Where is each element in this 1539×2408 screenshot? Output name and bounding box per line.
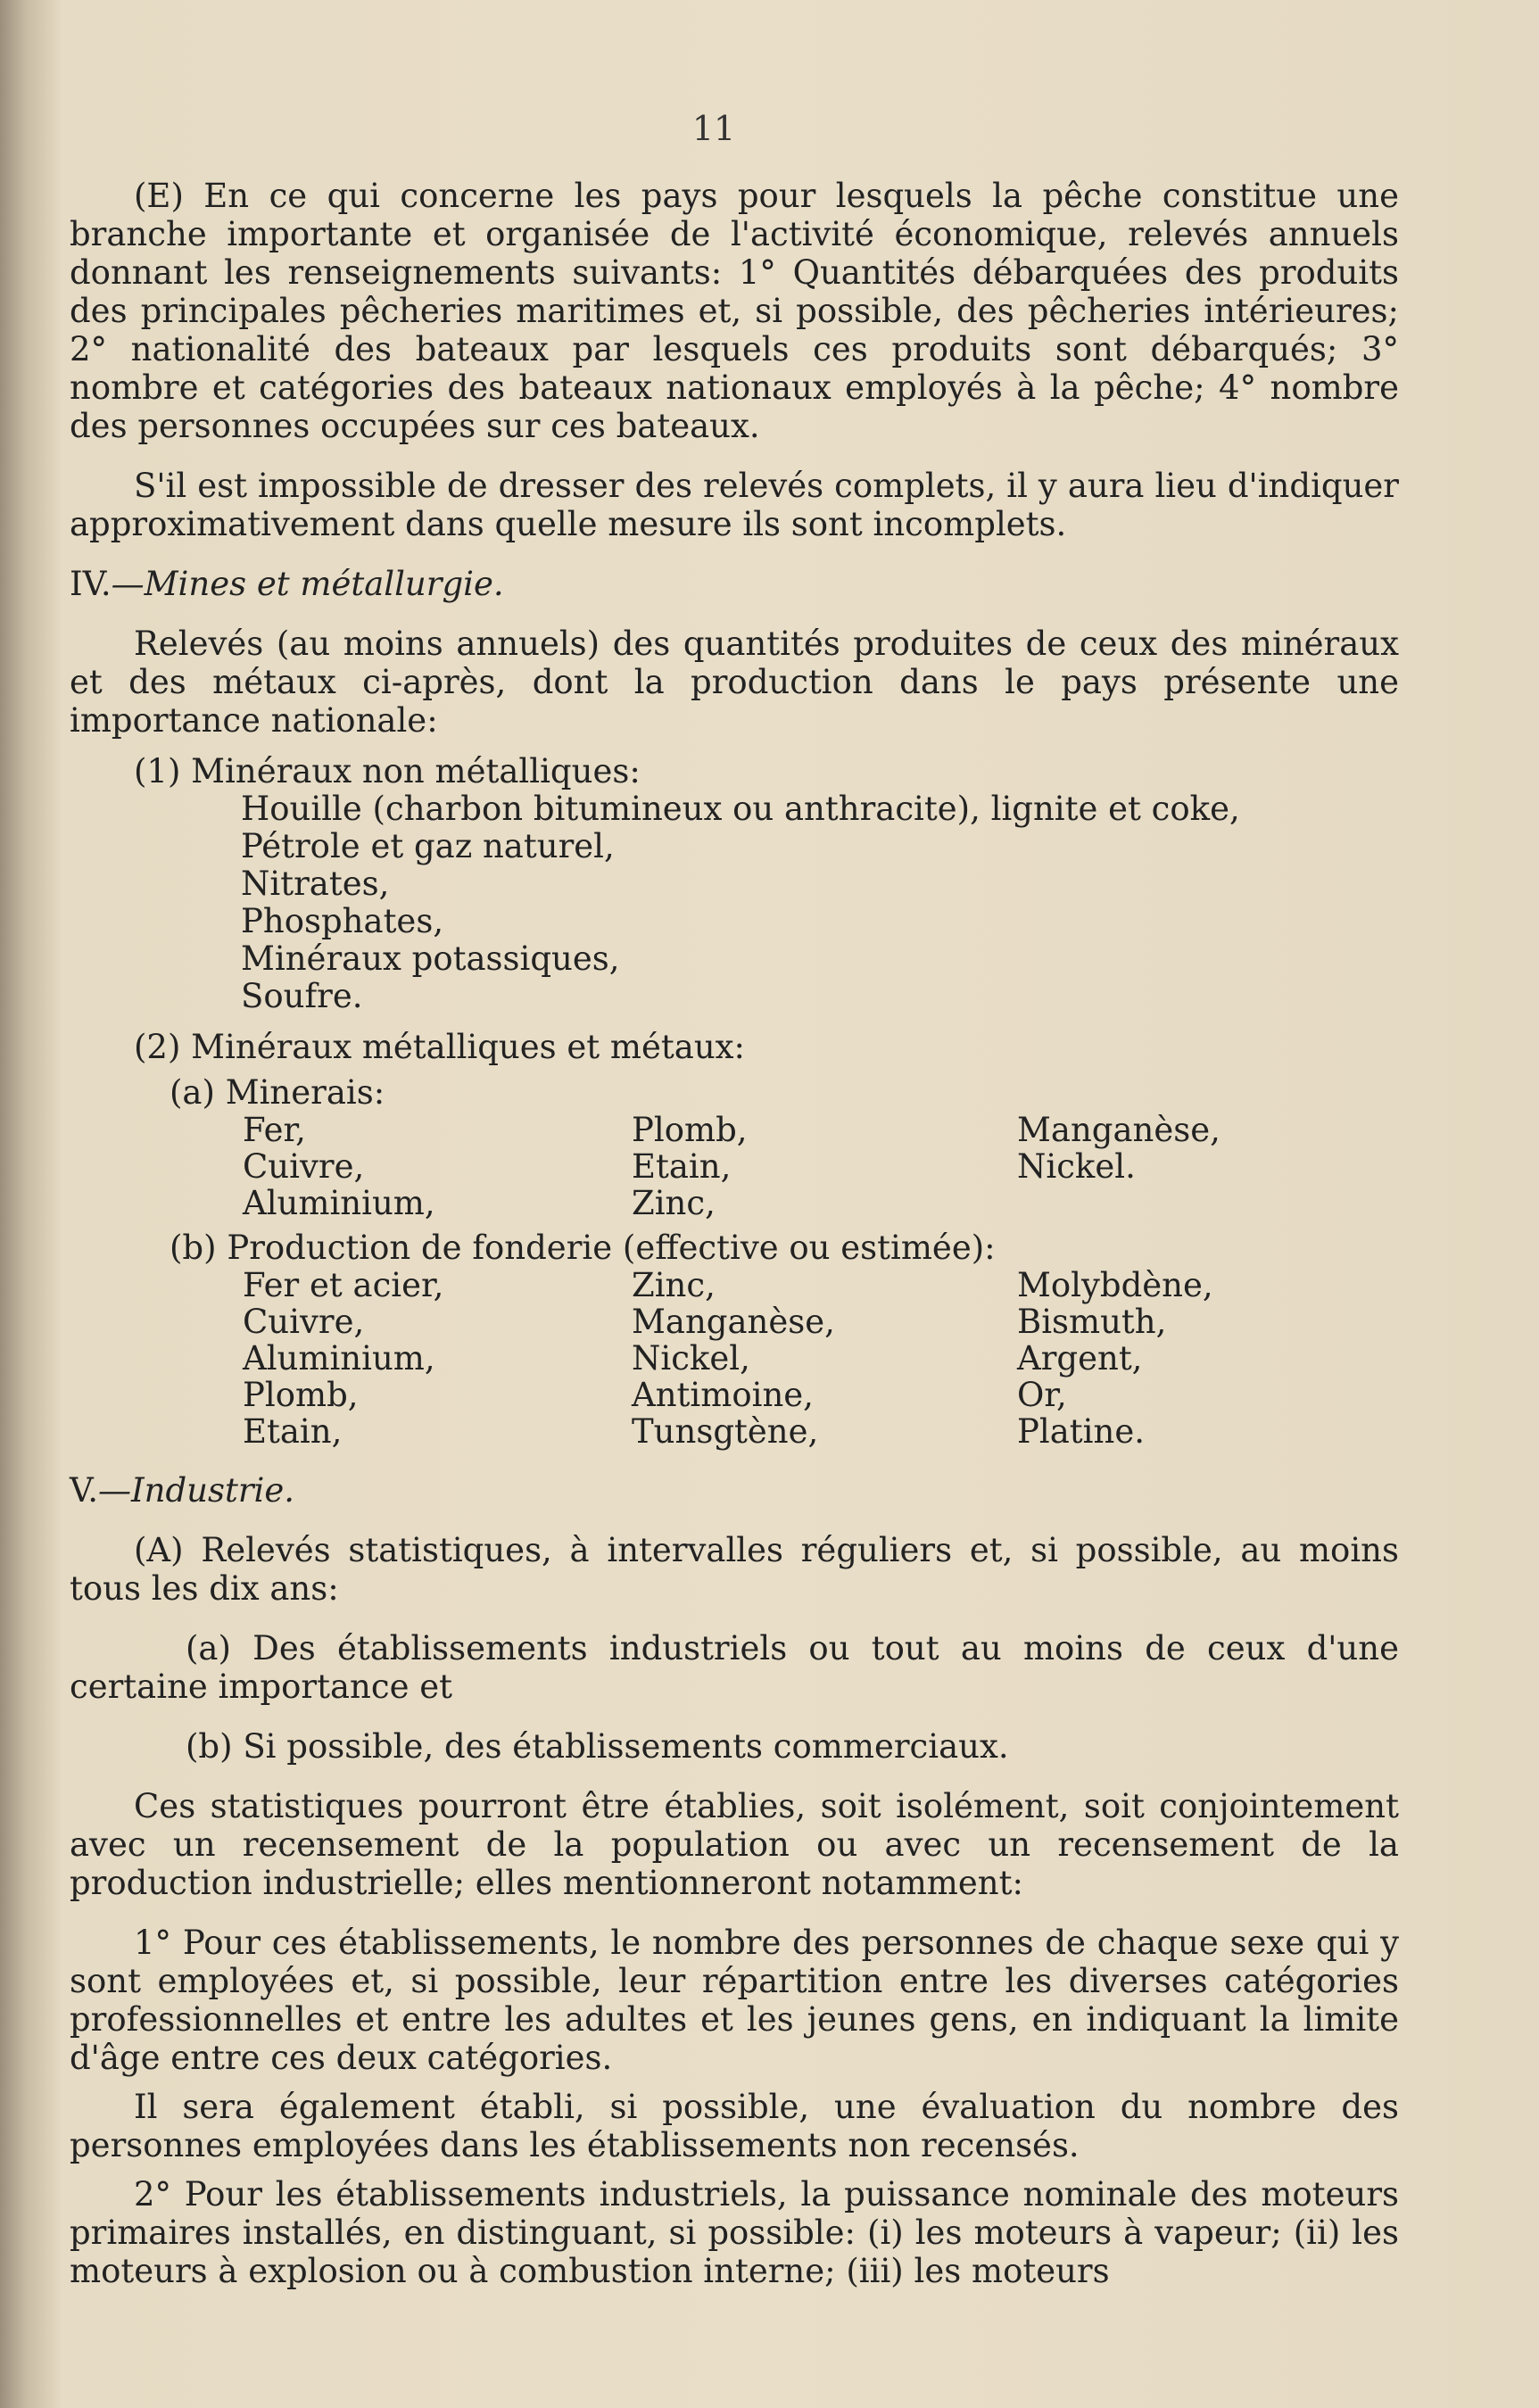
list-item: Or,: [1017, 1376, 1067, 1414]
section-iv-title: —Mines et métallurgie.: [111, 565, 504, 603]
section-v-para-il: Il sera également établi, si possible, une évaluation du nombre des personnes employées dans les établissements non recensés.: [70, 2088, 1399, 2164]
section-v-para-2: 2° Pour les établissements industriels, la puissance nominale des moteurs primaires installés, en distinguant, si possible: (i) les moteurs à vapeur; (ii) les moteurs à explosion ou à combustion interne; (iii) les moteurs: [70, 2175, 1399, 2290]
list-item: Pétrole et gaz naturel,: [241, 827, 615, 865]
list-item: Minéraux potassiques,: [241, 939, 620, 978]
group1-label: (1) Minéraux non métalliques:: [134, 752, 641, 790]
section-v-ces: Ces statistiques pourront être établies, soit isolément, soit conjointement avec un recensement de la population ou avec un recensement de la production industrielle; elles mentionneront notamment:: [70, 1787, 1399, 1902]
page-number: 11: [691, 109, 736, 148]
list-item: Cuivre,: [243, 1303, 365, 1341]
list-item: Platine.: [1017, 1412, 1145, 1451]
section-e-note: S'il est impossible de dresser des relevés complets, il y aura lieu d'indiquer approximativement dans quelle mesure ils sont incomplets.: [70, 467, 1399, 543]
section-v-a-a: (a) Des établissements industriels ou tout au moins de ceux d'une certaine importance et: [70, 1629, 1399, 1706]
list-item: Zinc,: [632, 1184, 716, 1222]
foundry-grid: [243, 1267, 1399, 1450]
sub-b-label: (b) Production de fonderie (effective ou estimée):: [170, 1229, 996, 1267]
list-item: [1017, 1185, 1374, 1221]
list-item: Zinc,: [632, 1266, 716, 1304]
sub-a-label: (a) Minerais:: [170, 1073, 385, 1112]
section-v-heading: [70, 1471, 1399, 1510]
list-item: Nickel,: [632, 1339, 750, 1378]
list-item: Nickel.: [1017, 1147, 1136, 1186]
list-item: Plomb,: [632, 1111, 748, 1149]
list-item: Etain,: [632, 1147, 732, 1186]
list-item: Plomb,: [243, 1376, 359, 1414]
section-v-title: —Industrie.: [98, 1471, 295, 1510]
list-item: Soufre.: [241, 977, 363, 1015]
section-e-paragraph: (E) En ce qui concerne les pays pour lesquels la pêche constitue une branche importante et organisée de l'activité économique, relevés annuels donnant les renseignements suivants: 1° Quantités débarquées des produits des principales pêcheries maritimes et, si possible, des pêcheries intérieures; 2° nationalité des bateaux par lesquels ces produits sont débarqués; 3° nombre et catégories des bateaux nationaux employés à la pêche; 4° nombre des personnes occupées sur ces bateaux.: [70, 177, 1399, 445]
list-item: Etain,: [243, 1412, 343, 1451]
list-item: Molybdène,: [1017, 1266, 1213, 1304]
page-content: [70, 177, 1399, 2290]
section-v-a-b: (b) Si possible, des établissements commerciaux.: [186, 1727, 1009, 1766]
list-item: Aluminium,: [243, 1184, 435, 1222]
list-item: Aluminium,: [243, 1339, 435, 1378]
list-item: Nitrates,: [241, 865, 390, 903]
section-v-a-intro: (A) Relevés statistiques, à intervalles réguliers et, si possible, au moins tous les dix ans:: [70, 1531, 1399, 1608]
section-iv-heading: [70, 565, 1399, 603]
list-item: Manganèse,: [1017, 1111, 1220, 1149]
list-item: Houille (charbon bitumineux ou anthracite), lignite et coke,: [241, 790, 1240, 828]
section-iv-number: IV.: [70, 565, 112, 603]
list-item: Phosphates,: [241, 902, 444, 940]
section-iv-intro: Relevés (au moins annuels) des quantités produites de ceux des minéraux et des métaux ci-après, dont la production dans le pays présente une importance nationale:: [70, 625, 1399, 740]
section-v-number: V.: [70, 1471, 99, 1510]
list-item: Manganèse,: [632, 1303, 835, 1341]
group2-label: (2) Minéraux métalliques et métaux:: [134, 1028, 745, 1066]
list-item: Fer,: [243, 1111, 306, 1149]
list-item: Argent,: [1017, 1339, 1143, 1378]
list-item: Fer et acier,: [243, 1266, 444, 1304]
list-item: Bismuth,: [1017, 1303, 1167, 1341]
list-item: Tunsgtène,: [632, 1412, 819, 1451]
group1-list: [241, 790, 1399, 1015]
section-v-para-1: 1° Pour ces établissements, le nombre des personnes de chaque sexe qui y sont employées et, si possible, leur répartition entre les diverses catégories professionnelles et entre les adultes et les jeunes gens, en indiquant la limite d'âge entre ces deux catégories.: [70, 1924, 1399, 2077]
list-item: Antimoine,: [632, 1376, 814, 1414]
list-item: Cuivre,: [243, 1147, 365, 1186]
ores-grid: [243, 1112, 1399, 1221]
